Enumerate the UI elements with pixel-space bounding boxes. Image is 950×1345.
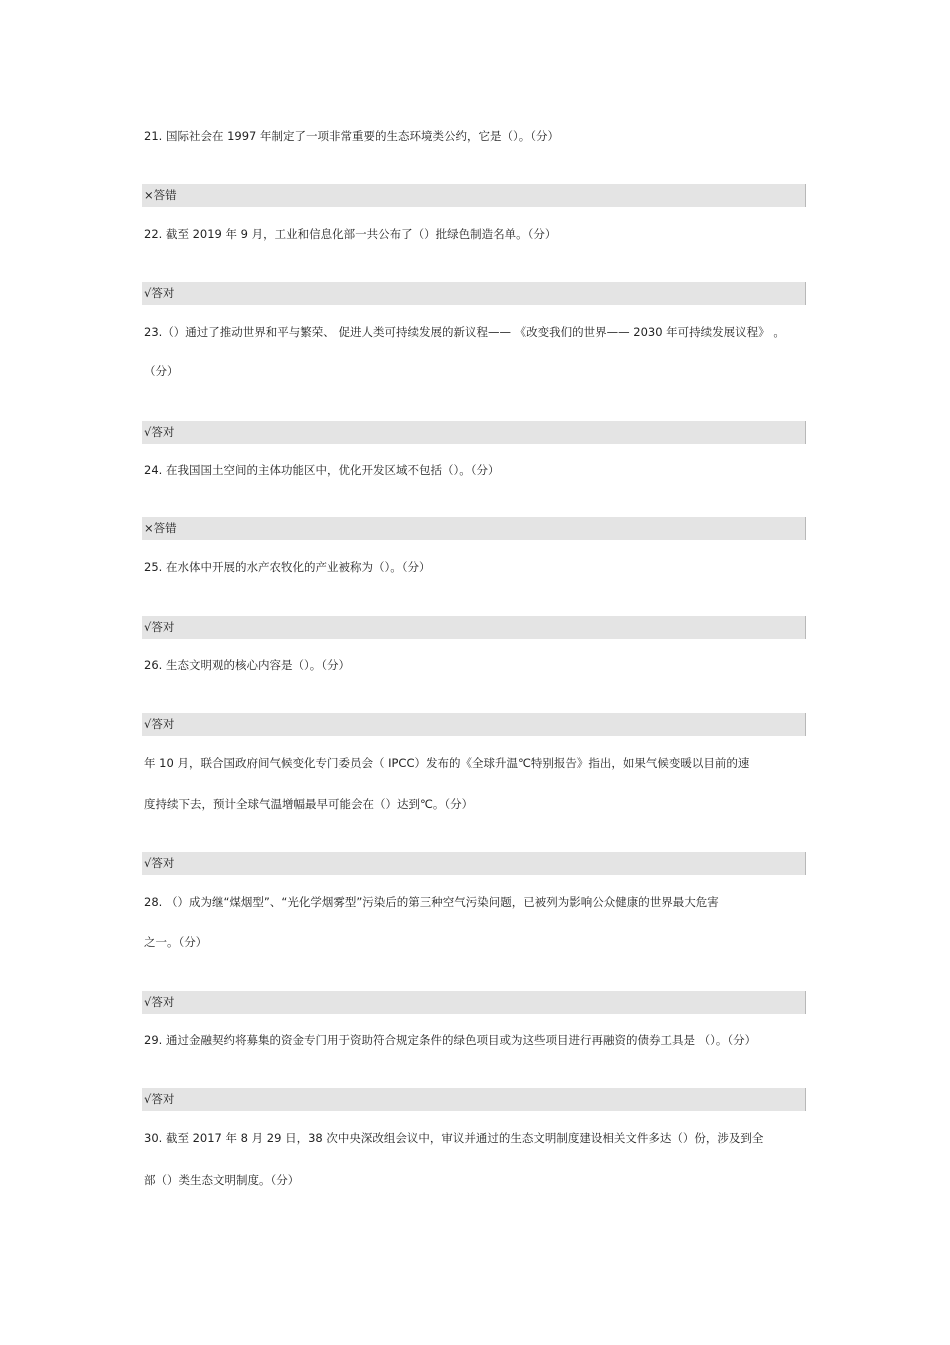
question-23-text-line-1: 23.（）通过了推动世界和平与繁荣、 促进人类可持续发展的新议程—— 《改变我们的世界—— 2030 年可持续发展议程》 。 [144,325,785,339]
question-30-text-line-1: 30. 截至 2017 年 8 月 29 日，38 次中央深改组会议中，审议并通过的生态文明制度建设相关文件多达（）份，涉及到全 [144,1131,764,1145]
question-28-result-correct: √答对 [142,991,806,1014]
question-26-text: 26. 生态文明观的核心内容是（）。（分） [144,658,350,672]
question-27-result-correct: √答对 [142,852,806,875]
question-25-text: 25. 在水体中开展的水产农牧化的产业被称为（）。（分） [144,560,431,574]
question-26-result-correct: √答对 [142,713,806,736]
question-22-result-correct: √答对 [142,282,806,305]
question-23-result-correct: √答对 [142,421,806,444]
question-23-text-line-2: （分） [144,364,179,378]
question-27-text-line-1: 年 10 月，联合国政府间气候变化专门委员会（ IPCC）发布的《全球升温℃特别报告》指出，如果气候变暖以目前的速 [144,756,750,770]
question-29-result-correct: √答对 [142,1088,806,1111]
question-21-text: 21. 国际社会在 1997 年制定了一项非常重要的生态环境类公约，它是（）。（分） [144,129,560,143]
question-28-text-line-1: 28. （）成为继“煤烟型”、“光化学烟雾型”污染后的第三种空气污染问题，已被列为影响公众健康的世界最大危害 [144,895,719,909]
question-25-result-correct: √答对 [142,616,806,639]
question-29-text: 29. 通过金融契约将募集的资金专门用于资助符合规定条件的绿色项目或为这些项目进行再融资的债券工具是 （）。（分） [144,1033,757,1047]
question-21-result-wrong: ×答错 [142,184,806,207]
question-30-text-line-2: 部（）类生态文明制度。（分） [144,1173,300,1187]
question-24-text: 24. 在我国国土空间的主体功能区中，优化开发区域不包括（）。（分） [144,463,500,477]
question-24-result-wrong: ×答错 [142,517,806,540]
question-28-text-line-2: 之一。（分） [144,935,208,949]
question-22-text: 22. 截至 2019 年 9 月，工业和信息化部一共公布了（）批绿色制造名单。（分） [144,227,557,241]
question-27-text-line-2: 度持续下去，预计全球气温增幅最早可能会在（）达到℃。（分） [144,797,474,811]
